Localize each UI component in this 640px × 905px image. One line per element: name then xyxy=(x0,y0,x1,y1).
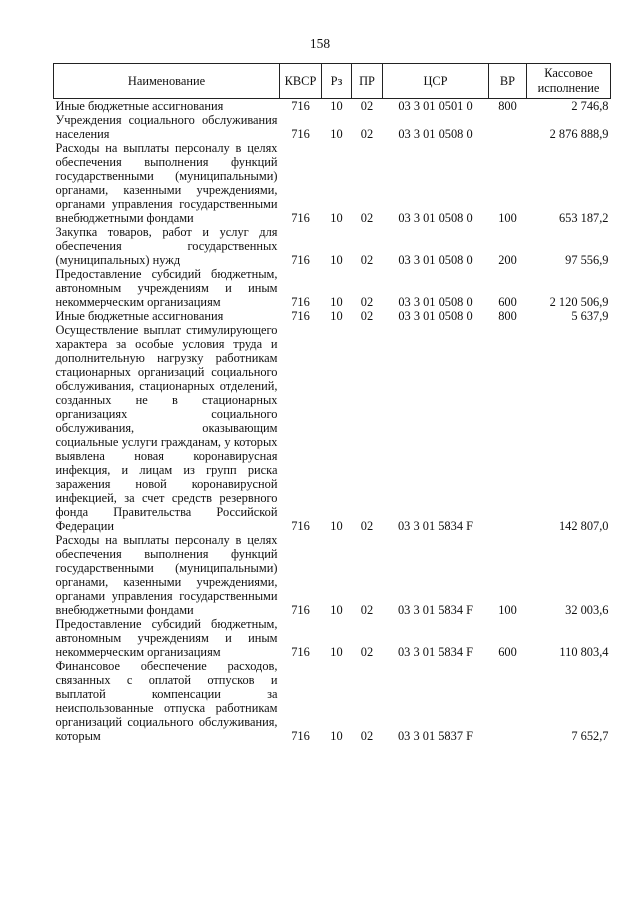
row-rz: 10 xyxy=(330,211,343,225)
row-csr: 03 3 01 0508 0 xyxy=(398,309,473,323)
row-kvsr: 716 xyxy=(291,253,310,267)
row-name: Иные бюджетные ассигнования xyxy=(55,99,224,113)
row-name: Предоставление субсидий бюджетным, автономным учреждениям и иным некоммерческим организациям xyxy=(55,267,278,309)
row-kvsr: 716 xyxy=(291,127,310,141)
row-pr: 02 xyxy=(360,645,374,659)
row-rz: 10 xyxy=(330,309,343,323)
row-name: Расходы на выплаты персоналу в целях обеспечения выполнения функций государственными (муниципальными) органами, казенными учреждениями, органами управления государственными внебюджетными фондами xyxy=(55,141,278,225)
row-pr: 02 xyxy=(360,519,374,533)
table-row xyxy=(54,113,611,141)
row-csr: 03 3 01 0508 0 xyxy=(398,295,473,309)
row-kvsr: 716 xyxy=(291,309,310,323)
header-vr: ВР xyxy=(489,64,527,99)
row-amount: 110 803,4 xyxy=(559,645,609,659)
row-pr: 02 xyxy=(360,99,374,113)
table-header-row xyxy=(54,64,611,99)
header-pr: ПР xyxy=(352,64,383,99)
row-kvsr: 716 xyxy=(291,295,310,309)
row-amount: 7 652,7 xyxy=(571,729,609,743)
row-name: Закупка товаров, работ и услуг для обеспечения государственных (муниципальных) нужд xyxy=(55,225,278,267)
row-rz: 10 xyxy=(330,295,343,309)
row-kvsr: 716 xyxy=(291,645,310,659)
row-pr: 02 xyxy=(360,127,374,141)
row-name: Осуществление выплат стимулирующего характера за особые условия труда и дополнительную нагрузку работникам стационарных организаций социального обслуживания, стационарных отделений, созданных не в стационарных организациях социального обслуживания, оказывающим социальные услуги гражданам, у которых выявлена новая коронавирусная инфекция, и лицам из групп риска заражения новой коронавирусной инфекцией, за счет средств резервного фонда Правительства Российской Федерации xyxy=(55,323,278,533)
row-csr: 03 3 01 0501 0 xyxy=(398,99,473,113)
row-vr: 100 xyxy=(498,603,517,617)
row-amount: 2 876 888,9 xyxy=(549,127,609,141)
row-kvsr: 716 xyxy=(291,99,310,113)
row-pr: 02 xyxy=(360,309,374,323)
row-rz: 10 xyxy=(330,253,343,267)
row-rz: 10 xyxy=(330,519,343,533)
table-row xyxy=(54,617,611,659)
row-pr: 02 xyxy=(360,253,374,267)
row-csr: 03 3 01 0508 0 xyxy=(398,127,473,141)
row-kvsr: 716 xyxy=(291,211,310,225)
row-csr: 03 3 01 5834 F xyxy=(397,519,474,533)
row-rz: 10 xyxy=(330,127,343,141)
row-pr: 02 xyxy=(360,729,374,743)
row-csr: 03 3 01 5834 F xyxy=(397,645,474,659)
row-vr: 200 xyxy=(498,253,517,267)
header-csr: ЦСР xyxy=(383,64,489,99)
header-execution: Кассовое исполнение xyxy=(527,64,611,99)
row-rz: 10 xyxy=(330,729,343,743)
table-row xyxy=(54,659,611,743)
row-csr: 03 3 01 0508 0 xyxy=(398,253,473,267)
row-amount: 142 807,0 xyxy=(558,519,609,533)
row-pr: 02 xyxy=(360,295,374,309)
header-kvsr: КВСР xyxy=(280,64,322,99)
row-pr: 02 xyxy=(360,603,374,617)
row-vr: 800 xyxy=(498,99,517,113)
header-name: Наименование xyxy=(54,64,280,99)
row-amount: 2 120 506,9 xyxy=(549,295,609,309)
row-name: Финансовое обеспечение расходов, связанных с оплатой отпусков и выплатой компенсации за неиспользованные отпуска работникам организаций социального обслуживания, которым xyxy=(55,659,278,743)
row-amount: 32 003,6 xyxy=(565,603,609,617)
row-rz: 10 xyxy=(330,645,343,659)
table-row xyxy=(54,323,611,533)
table-row xyxy=(54,533,611,617)
row-amount: 5 637,9 xyxy=(571,309,609,323)
row-vr: 800 xyxy=(498,309,517,323)
row-kvsr: 716 xyxy=(291,519,310,533)
row-name: Предоставление субсидий бюджетным, автономным учреждениям и иным некоммерческим организациям xyxy=(55,617,278,659)
table-row xyxy=(54,267,611,309)
table-row xyxy=(54,141,611,225)
row-amount: 97 556,9 xyxy=(565,253,609,267)
row-vr: 600 xyxy=(498,645,517,659)
row-vr: 100 xyxy=(498,211,517,225)
row-name: Расходы на выплаты персоналу в целях обеспечения выполнения функций государственными (муниципальными) органами, казенными учреждениями, органами управления государственными внебюджетными фондами xyxy=(55,533,278,617)
row-amount: 2 746,8 xyxy=(571,99,609,113)
row-kvsr: 716 xyxy=(291,729,310,743)
row-vr xyxy=(489,659,527,743)
row-csr: 03 3 01 0508 0 xyxy=(398,211,473,225)
row-csr: 03 3 01 5834 F xyxy=(397,603,474,617)
row-name: Иные бюджетные ассигнования xyxy=(55,309,224,323)
table-row xyxy=(54,99,611,114)
row-csr: 03 3 01 5837 F xyxy=(397,729,474,743)
row-amount: 653 187,2 xyxy=(558,211,609,225)
table-row xyxy=(54,309,611,323)
row-rz: 10 xyxy=(330,99,343,113)
row-rz: 10 xyxy=(330,603,343,617)
table-row xyxy=(54,225,611,267)
row-vr xyxy=(489,113,527,141)
budget-execution-table xyxy=(53,63,611,743)
header-rz: Рз xyxy=(322,64,352,99)
row-name: Учреждения социального обслуживания населения xyxy=(55,113,278,141)
row-pr: 02 xyxy=(360,211,374,225)
page-number: 158 xyxy=(309,36,331,51)
row-kvsr: 716 xyxy=(291,603,310,617)
row-vr: 600 xyxy=(498,295,517,309)
row-vr xyxy=(489,323,527,533)
